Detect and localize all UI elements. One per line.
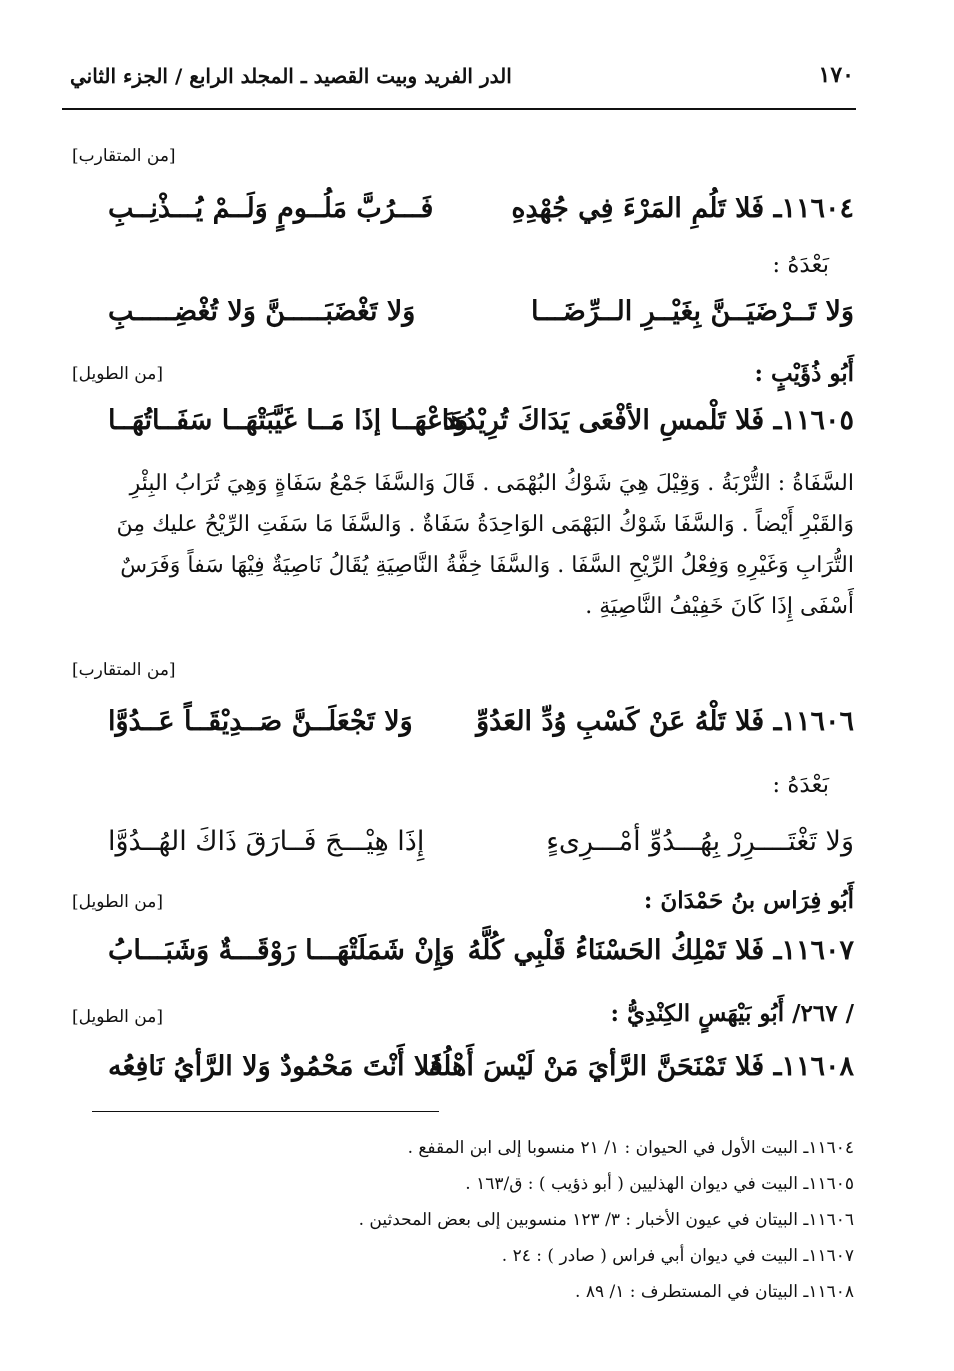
meter-label: [من المتقارب]: [72, 660, 176, 680]
verse-following-second-hemistich: وَلا تَغْضَبَـــــنَّ وَلا تُغْضِـــــبِ: [108, 296, 416, 327]
footnote: ١١٦٠٨ـ البيتان في المستطرف : ١/ ٨٩ .: [575, 1282, 854, 1302]
footnote: ١١٦٠٦ـ البيتان في عيون الأخبار : ٣/ ١٢٣ منسوبين إلى بعض المحدثين .: [358, 1210, 854, 1230]
verse-11604-second-hemistich: فَـــرُبَّ مَلُــومٍ وَلَــمْ يُـــذْنِــبِ: [108, 193, 434, 224]
verse-11604-first-hemistich: ١١٦٠٤ـ فَلا تَلُمِ المَرْءَ فِي جُهْدِهِ: [511, 193, 854, 224]
meter-label: [من المتقارب]: [72, 146, 176, 166]
running-header-title: الدر الفريد وبيت القصيد ـ المجلد الرابع / الجزء الثاني: [70, 64, 512, 88]
verse-11607-first-hemistich: ١١٦٠٧ـ فَلا تَمْلِكُ الحَسْنَاءُ قَلْبِي كُلَّهُ: [467, 935, 854, 966]
verse-11608-first-hemistich: ١١٦٠٨ـ فَلا تَمْنَحَنَّ الرَّأيَ مَنْ لَيْسَ أَهْلُهُ: [428, 1051, 854, 1082]
poet-name: أَبُو فِرَاس بنُ حَمْدَانَ :: [643, 887, 854, 914]
verse-11605-first-hemistich: ١١٦٠٥ـ فَلا تَلْمسِ الأفْعَى يَدَاكَ تُرِيْدُهَا: [441, 405, 854, 436]
after-label: بَعْدَهُ :: [772, 772, 829, 798]
poet-name: / ٢٦٧/ أَبُو بَيْهَسٍ الكِنْدِيُّ :: [610, 1000, 854, 1027]
verse-11606-second-hemistich: وَلا تَجْعَلَــنَّ صَــدِيْقَــاً عَــدُوَّا: [108, 706, 413, 737]
verse-following-first-hemistich: وَلا تَــرْضَيَــنَّ بِغَيْــرِ الــرِّضَـــا: [530, 296, 854, 327]
verse-11608-second-hemistich: فَلا أَنْتَ مَحْمُودٌ وَلا الرَّأيُ نَافِعُه: [108, 1051, 443, 1082]
footnote: ١١٦٠٥ـ البيت في ديوان الهذليين ( أبو ذؤيب ) : ق/١٦٣ .: [465, 1174, 854, 1194]
footnotes: [94, 1130, 854, 1310]
poet-name: أَبُو ذُؤَيْبٍ :: [754, 360, 854, 387]
footnote: ١١٦٠٧ـ البيت في ديوان أبي فراس ( صادر ) : ٢٤ .: [501, 1246, 854, 1266]
footnote: ١١٦٠٤ـ البيت الأول في الحيوان : ١/ ٢١ منسوبا إلى ابن المقفع .: [407, 1138, 854, 1158]
commentary-line: وَالقَبْرِ أَيْضاً . وَالسَّفَا شَوْكُ البَهْمَى الوَاحِدَةُ سَفَاةٌ . وَالسَّفَا مَا سَفَتِ الرِّيْحُ عليك مِنَ: [116, 512, 854, 537]
verse-11607-second-hemistich: وَإِنْ شَمَلَتْهَـــا رَوْقَـــةٌ وَشَبَـــابُ: [108, 935, 455, 966]
verse-following-second-hemistich: إِذَا هِيْـــجَ فَــارَقَ ذَاكَ الهُــدُوَّا: [108, 826, 425, 857]
header-rule: [62, 108, 856, 110]
meter-label: [من الطويل]: [72, 1007, 163, 1027]
meter-label: [من الطويل]: [72, 892, 163, 912]
commentary-line: التُّرَابِ وَغَيْرِهِ وَفِعْلُ الرِّيْحِ السَّفَا . وَالسَّفَا خِفَّةُ النَّاصِيَةِ يُقَالُ نَاصِيَةٌ فِيْهَا سَفاً وَفَرَسٌ: [120, 553, 854, 578]
page-number: ١٧٠: [818, 62, 854, 88]
after-label: بَعْدَهُ :: [772, 252, 829, 278]
commentary-paragraph: [74, 463, 854, 627]
footnote-rule: [92, 1111, 439, 1112]
meter-label: [من الطويل]: [72, 364, 163, 384]
verse-11606-first-hemistich: ١١٦٠٦ـ فَلا تَلْهُ عَنْ كَسْبِ وُدِّ العَدُوِّ: [476, 706, 854, 737]
verse-following-first-hemistich: وَلا تَغْتَــــرِرْ بِهُـــدُوِّ أمْـــرِىءٍ: [546, 826, 854, 857]
commentary-line: أَسْفَى إِذَا كَانَ خَفِيْفُ النَّاصِيَةِ .: [585, 594, 854, 619]
verse-11605-second-hemistich: وَدَعْهَــا إذَا مَــا غَيَّبَتْهَــا سَفَــاتُهَــا: [108, 405, 469, 436]
commentary-line: السَّفَاةُ : التُّرْبَةُ . وَقِيْلَ هِيَ شَوْكُ البُهْمَى . قَالَ وَالسَّفَا جَمْعُ سَفَاةٍ وَهِيَ تُرَابُ البِئْرِ: [129, 471, 854, 496]
